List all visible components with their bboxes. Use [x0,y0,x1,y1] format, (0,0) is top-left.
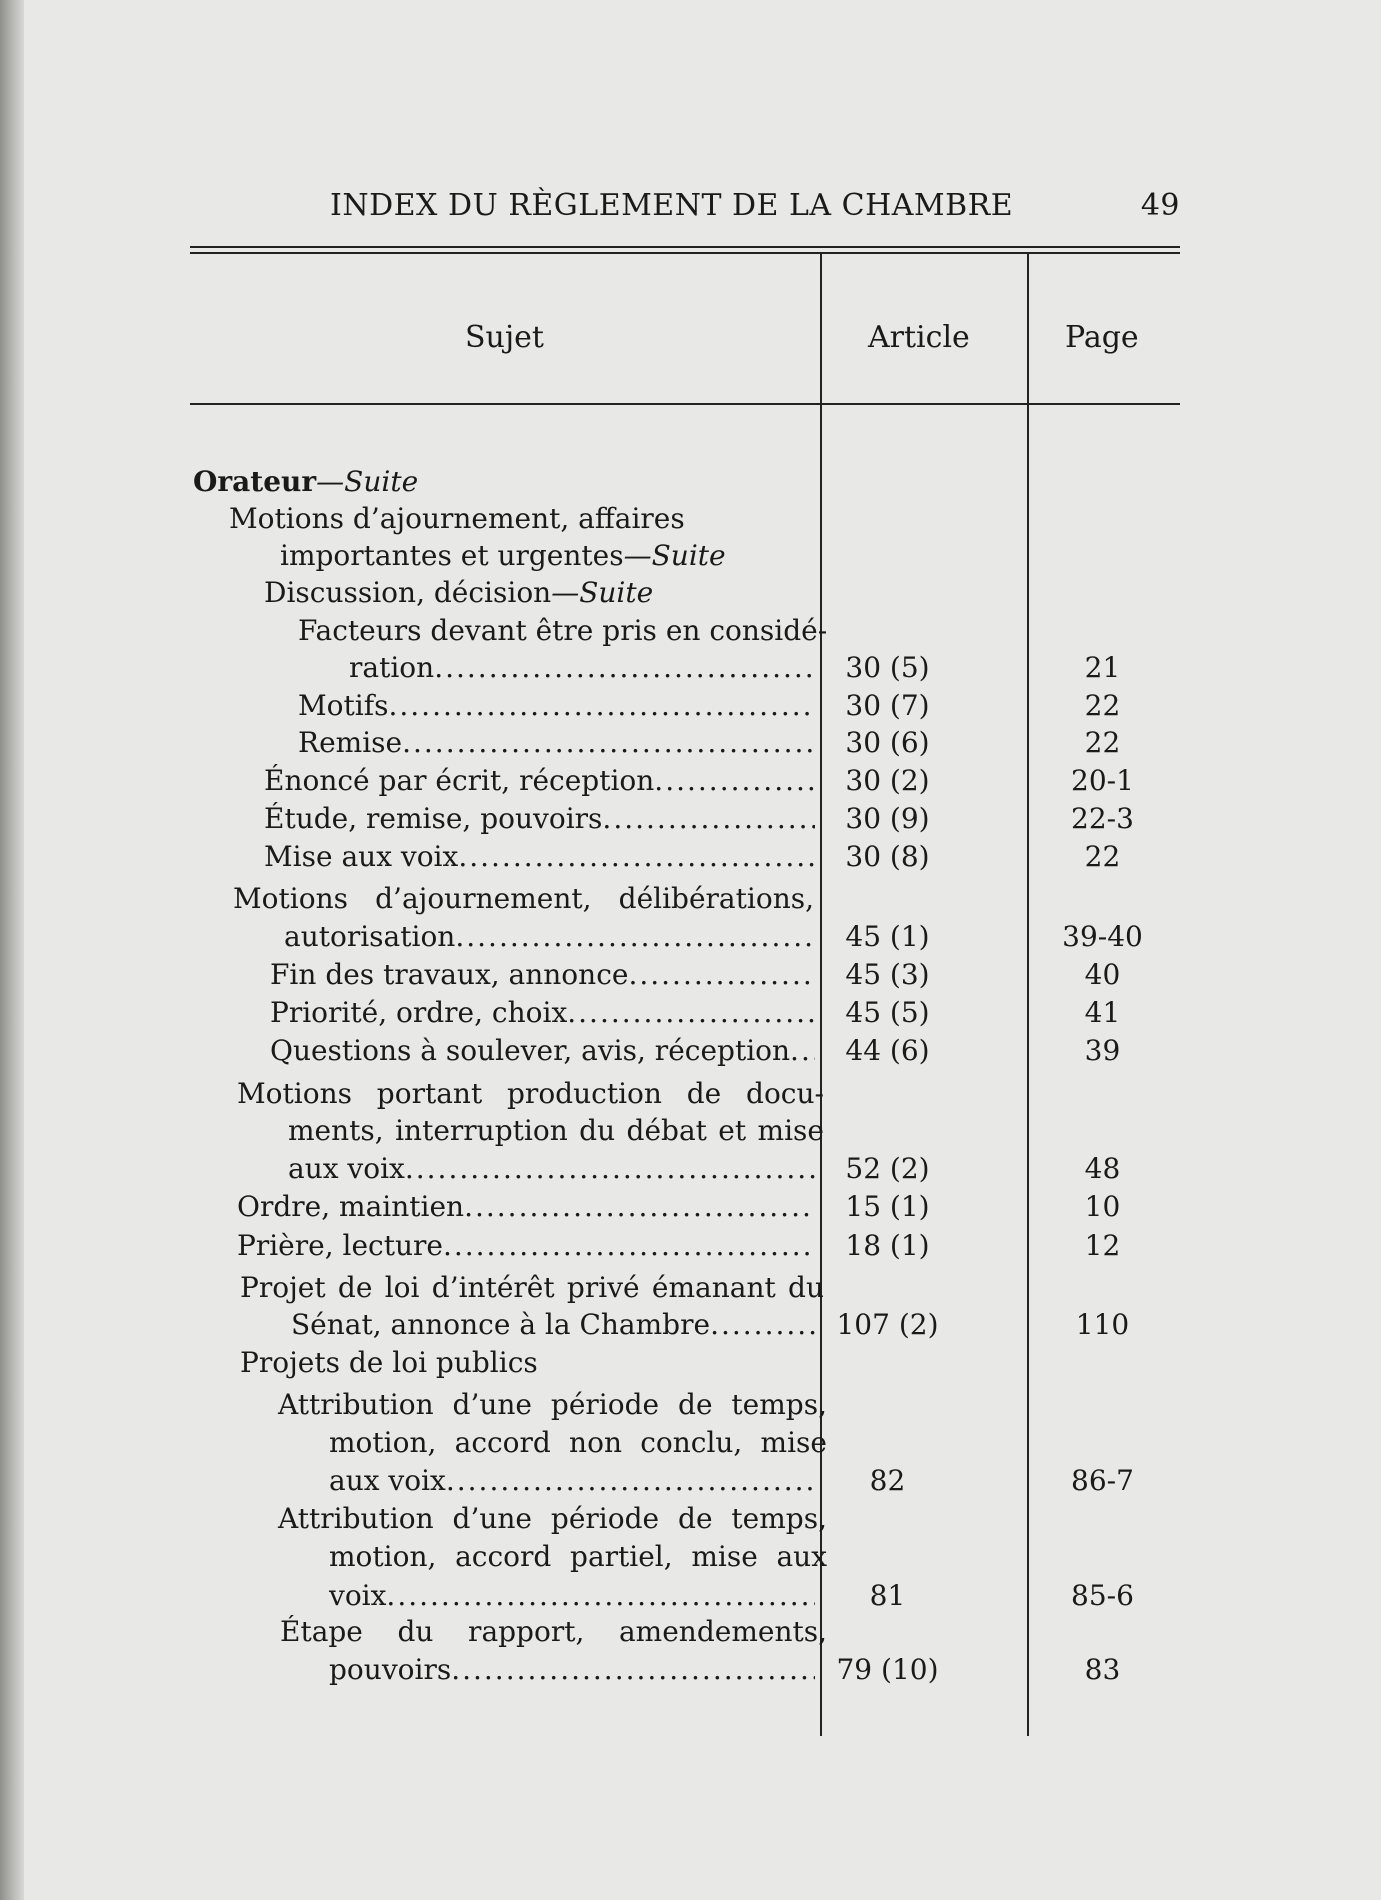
header-title: INDEX DU RÈGLEMENT DE LA CHAMBRE [330,188,1014,223]
entry-text: Priorité, ordre, choix [270,996,568,1029]
index-entry [0,462,1381,502]
entry-article: 81 [869,1579,906,1612]
entry-article: 30 (2) [845,764,930,797]
entry-article: 30 (5) [845,651,930,684]
entry-article: 107 (2) [836,1308,939,1341]
entry-text: voix [329,1579,387,1612]
entry-text: Motions d’ajournement, délibérations, [233,882,814,915]
entry-text: Motions portant production de docu- [237,1077,824,1110]
column-header-page: Page [1065,320,1139,355]
index-entry [0,1385,1381,1425]
entry-page: 85-6 [1071,1579,1134,1612]
entry-page: 40 [1084,958,1121,991]
entry-text: Projets de loi publics [240,1346,538,1379]
entry-page: 22 [1084,840,1121,873]
index-entry [0,761,1381,801]
entry-text: Mise aux voix [264,840,459,873]
entry-article: 15 (1) [845,1190,930,1223]
entry-page: 22 [1084,689,1121,722]
index-entry [0,1305,1381,1345]
entry-text: aux voix [288,1152,405,1185]
entry-text: autorisation [284,920,456,953]
entry-page: 83 [1084,1653,1121,1686]
index-entry [0,648,1381,688]
entry-text: Ordre, maintien [237,1190,465,1223]
index-entry [0,499,1381,539]
entry-suffix: —Suite [623,539,726,572]
index-entry [0,1576,1381,1616]
header-rule-top [190,246,1180,248]
entry-text: Attribution d’une période de temps, [278,1502,827,1535]
entry-page: 110 [1075,1308,1130,1341]
index-entry [0,993,1381,1033]
index-entry [0,611,1381,651]
entry-page: 22 [1084,726,1121,759]
entry-text: Prière, lecture [237,1229,443,1262]
entry-article: 45 (3) [845,958,930,991]
entry-article: 18 (1) [845,1229,930,1262]
entry-page: 20-1 [1071,764,1134,797]
entry-text: importantes et urgentes [280,539,624,572]
entry-article: 30 (9) [845,802,930,835]
index-entry [0,917,1381,957]
entry-text: Questions à soulever, avis, réception [270,1034,791,1067]
index-entry [0,837,1381,877]
entry-page: 86-7 [1071,1464,1134,1497]
entry-page: 10 [1084,1190,1121,1223]
index-entry [0,723,1381,763]
entry-text: pouvoirs [329,1653,452,1686]
entry-page: 41 [1084,996,1121,1029]
index-entry [0,686,1381,726]
entry-article: 45 (1) [845,920,930,953]
entry-text: ration [349,651,435,684]
entry-text: Orateur [193,465,317,498]
entry-article: 30 (8) [845,840,930,873]
entry-text: motion, accord partiel, mise aux [329,1540,827,1573]
index-entry [0,573,1381,613]
index-entry [0,1650,1381,1690]
entry-suffix: —Suite [316,465,419,498]
entry-text: motion, accord non conclu, mise [329,1426,827,1459]
entry-page: 39 [1084,1034,1121,1067]
index-entry [0,1074,1381,1114]
entry-page: 22-3 [1071,802,1134,835]
column-header-subject: Sujet [465,320,544,355]
index-entry [0,1226,1381,1266]
entry-text: Étude, remise, pouvoirs [264,802,603,835]
index-entry [0,1461,1381,1501]
index-entry [0,1343,1381,1383]
entry-text: Fin des travaux, annonce [270,958,629,991]
entry-article: 30 (6) [845,726,930,759]
entry-text: Sénat, annonce à la Chambre [291,1308,711,1341]
index-entry [0,955,1381,995]
index-entry [0,1268,1381,1308]
entry-text: Motifs [298,689,389,722]
entry-page: 39-40 [1062,920,1143,953]
entry-article: 79 (10) [836,1653,939,1686]
entry-text: Étape du rapport, amendements, [280,1615,827,1648]
entry-text: Énoncé par écrit, réception [264,764,655,797]
index-entry [0,799,1381,839]
entry-text: ments, interruption du débat et mise [288,1114,824,1147]
entry-page: 48 [1084,1152,1121,1185]
entry-article: 82 [869,1464,906,1497]
index-entry [0,1537,1381,1577]
entry-text: Motions d’ajournement, affaires [229,502,685,535]
index-entry [0,879,1381,919]
index-entry [0,1499,1381,1539]
entry-article: 45 (5) [845,996,930,1029]
entry-text: Facteurs devant être pris en considé- [298,614,828,647]
header-rule-bottom [190,252,1180,254]
index-entry [0,1423,1381,1463]
entry-text: Discussion, décision [264,576,552,609]
index-entry [0,536,1381,576]
entry-text: Projet de loi d’intérêt privé émanant du [240,1271,824,1304]
index-entry [0,1187,1381,1227]
index-entry [0,1149,1381,1189]
index-entry [0,1612,1381,1652]
entry-page: 12 [1084,1229,1121,1262]
entry-article: 30 (7) [845,689,930,722]
entry-article: 52 (2) [845,1152,930,1185]
entry-page: 21 [1084,651,1121,684]
column-header-article: Article [868,320,970,355]
entry-text: aux voix [329,1464,446,1497]
entry-suffix: —Suite [551,576,654,609]
entry-article: 44 (6) [845,1034,930,1067]
entry-text: Attribution d’une période de temps, [278,1388,827,1421]
index-entry [0,1111,1381,1151]
index-entry [0,1031,1381,1071]
entry-text: Remise [298,726,403,759]
page-number: 49 [1140,188,1180,223]
column-header-rule [190,403,1180,405]
